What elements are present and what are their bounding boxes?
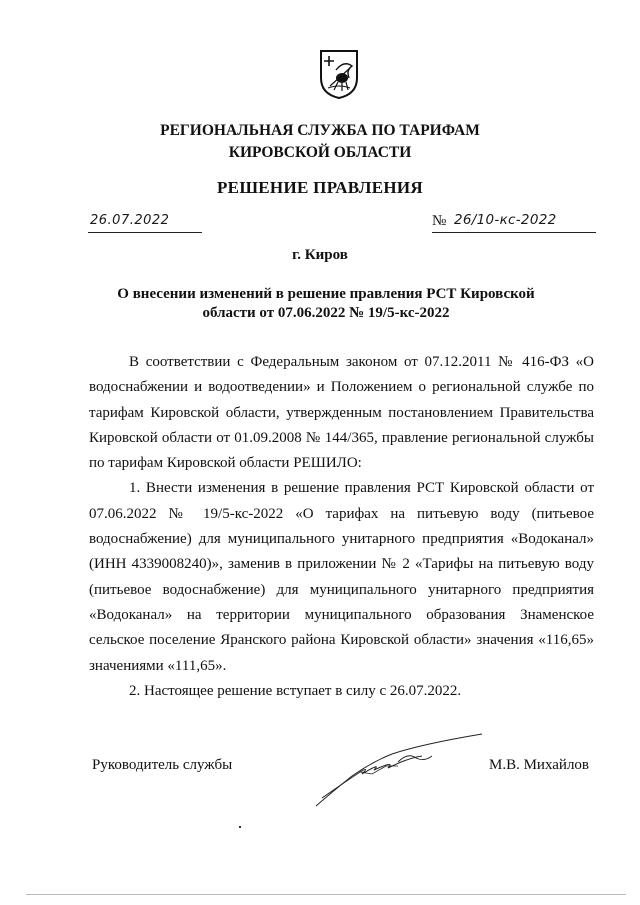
signer-name: М.В. Михайлов: [489, 757, 590, 773]
page-bottom-edge: [26, 894, 626, 895]
decision-date-field: [88, 213, 202, 233]
coat-of-arms-icon: [318, 48, 360, 100]
decision-body: [89, 350, 594, 704]
org-line-1: РЕГИОНАЛЬНАЯ СЛУЖБА ПО ТАРИФАМ: [160, 122, 480, 139]
decision-date: 26.07.2022: [90, 213, 170, 228]
signer-position: Руководитель службы: [92, 757, 233, 773]
decision-subject: [96, 285, 556, 323]
decision-number: 26/10-кс-2022: [454, 212, 557, 228]
organization-name: [0, 120, 640, 164]
handwritten-signature: [312, 732, 492, 812]
subject-line-1: О внесении изменений в решение правления РСТ Кировской: [117, 286, 535, 302]
scan-speck: [239, 826, 241, 828]
city: г. Киров: [292, 247, 348, 263]
decision-number-field: [432, 214, 596, 233]
item-1-paragraph: 1. Внести изменения в решение правления РСТ Кировской области от 07.06.2022 № 19/5-кс-2022 «О тарифах на питьевую воду (питьевое водоснабжение) для муниципального унитарного предприятия «Водоканал» (ИНН 4339008240)», заменив в приложении № 2 «Тарифы на питьевую воду (питьевое водоснабжение) для муниципального унитарного предприятия «Водоканал» на территории муниципального образования Знаменское сельское поселение Яранского района Кировской области» значения «116,65» значениями «111,65».: [89, 480, 594, 674]
org-line-2: КИРОВСКОЙ ОБЛАСТИ: [228, 144, 412, 161]
intro-paragraph: В соответствии с Федеральным законом от 07.12.2011 № 416-ФЗ «О водоснабжении и водоотведении» и Положением о региональной службе по тарифам Кировской области, утвержденным постановлением Правительства Кировской области от 01.09.2008 № 144/365, правление региональной службы по тарифам Кировской области РЕШИЛО:: [89, 354, 594, 472]
decision-title: РЕШЕНИЕ ПРАВЛЕНИЯ: [217, 178, 423, 197]
item-2-paragraph: 2. Настоящее решение вступает в силу с 26.07.2022.: [129, 682, 462, 699]
subject-line-2: области от 07.06.2022 № 19/5-кс-2022: [202, 305, 450, 321]
number-sign: №: [432, 213, 447, 229]
